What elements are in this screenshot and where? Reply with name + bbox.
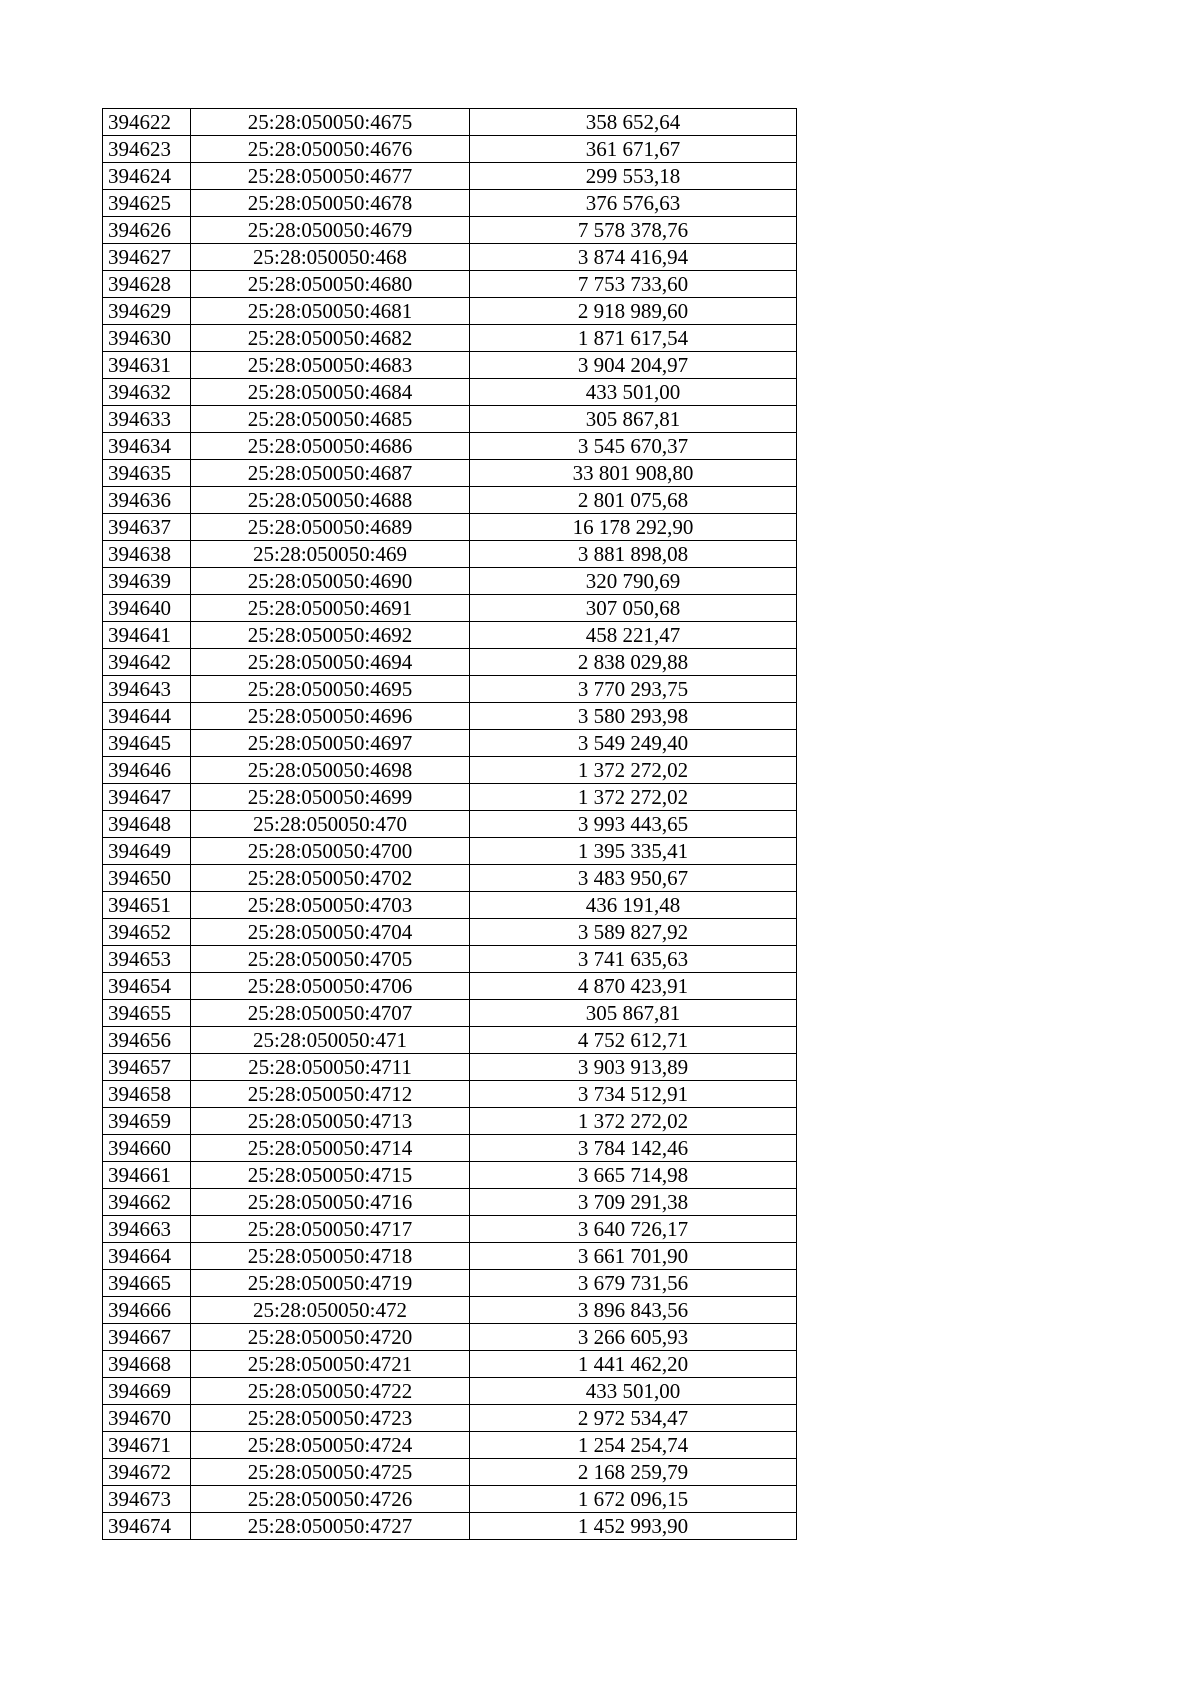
cadastral-number-cell: 25:28:050050:4681	[191, 298, 470, 325]
cadastral-number-cell: 25:28:050050:4684	[191, 379, 470, 406]
row-number-cell: 394625	[103, 190, 191, 217]
row-number-cell: 394648	[103, 811, 191, 838]
value-cell: 2 838 029,88	[470, 649, 797, 676]
table-row	[103, 136, 797, 163]
row-number-cell: 394649	[103, 838, 191, 865]
table-row	[103, 217, 797, 244]
table-row	[103, 325, 797, 352]
cadastral-number-cell: 25:28:050050:4703	[191, 892, 470, 919]
row-number-cell: 394669	[103, 1378, 191, 1405]
value-cell: 4 752 612,71	[470, 1027, 797, 1054]
data-table	[102, 108, 797, 1540]
cadastral-number-cell: 25:28:050050:468	[191, 244, 470, 271]
cadastral-number-cell: 25:28:050050:4719	[191, 1270, 470, 1297]
table-row	[103, 730, 797, 757]
value-cell: 2 801 075,68	[470, 487, 797, 514]
value-cell: 7 578 378,76	[470, 217, 797, 244]
table-row	[103, 703, 797, 730]
row-number-cell: 394641	[103, 622, 191, 649]
row-number-cell: 394650	[103, 865, 191, 892]
value-cell: 3 589 827,92	[470, 919, 797, 946]
table-row	[103, 1081, 797, 1108]
value-cell: 3 679 731,56	[470, 1270, 797, 1297]
value-cell: 1 871 617,54	[470, 325, 797, 352]
cadastral-number-cell: 25:28:050050:4722	[191, 1378, 470, 1405]
cadastral-number-cell: 25:28:050050:4725	[191, 1459, 470, 1486]
table-row	[103, 811, 797, 838]
table-row	[103, 433, 797, 460]
cadastral-number-cell: 25:28:050050:4678	[191, 190, 470, 217]
cadastral-number-cell: 25:28:050050:4698	[191, 757, 470, 784]
cadastral-number-cell: 25:28:050050:4691	[191, 595, 470, 622]
value-cell: 433 501,00	[470, 1378, 797, 1405]
value-cell: 358 652,64	[470, 109, 797, 136]
value-cell: 3 874 416,94	[470, 244, 797, 271]
value-cell: 1 372 272,02	[470, 784, 797, 811]
row-number-cell: 394658	[103, 1081, 191, 1108]
table-row	[103, 1135, 797, 1162]
table-row	[103, 892, 797, 919]
cadastral-number-cell: 25:28:050050:4718	[191, 1243, 470, 1270]
cadastral-number-cell: 25:28:050050:4712	[191, 1081, 470, 1108]
value-cell: 1 372 272,02	[470, 757, 797, 784]
row-number-cell: 394642	[103, 649, 191, 676]
value-cell: 3 896 843,56	[470, 1297, 797, 1324]
row-number-cell: 394654	[103, 973, 191, 1000]
value-cell: 1 395 335,41	[470, 838, 797, 865]
table-row	[103, 1270, 797, 1297]
table-row	[103, 1000, 797, 1027]
table-row	[103, 676, 797, 703]
table-row	[103, 1378, 797, 1405]
table-row	[103, 271, 797, 298]
cadastral-number-cell: 25:28:050050:4699	[191, 784, 470, 811]
cadastral-number-cell: 25:28:050050:4685	[191, 406, 470, 433]
cadastral-number-cell: 25:28:050050:470	[191, 811, 470, 838]
value-cell: 33 801 908,80	[470, 460, 797, 487]
cadastral-number-cell: 25:28:050050:4679	[191, 217, 470, 244]
value-cell: 376 576,63	[470, 190, 797, 217]
cadastral-number-cell: 25:28:050050:4706	[191, 973, 470, 1000]
table-row	[103, 595, 797, 622]
value-cell: 361 671,67	[470, 136, 797, 163]
value-cell: 436 191,48	[470, 892, 797, 919]
row-number-cell: 394674	[103, 1513, 191, 1540]
table-row	[103, 1054, 797, 1081]
table-row	[103, 1351, 797, 1378]
cadastral-number-cell: 25:28:050050:472	[191, 1297, 470, 1324]
cadastral-number-cell: 25:28:050050:4695	[191, 676, 470, 703]
table-row	[103, 1405, 797, 1432]
table-row	[103, 1486, 797, 1513]
table-row	[103, 622, 797, 649]
value-cell: 1 254 254,74	[470, 1432, 797, 1459]
row-number-cell: 394653	[103, 946, 191, 973]
value-cell: 3 545 670,37	[470, 433, 797, 460]
value-cell: 3 640 726,17	[470, 1216, 797, 1243]
cadastral-number-cell: 25:28:050050:4711	[191, 1054, 470, 1081]
table-row	[103, 784, 797, 811]
value-cell: 3 266 605,93	[470, 1324, 797, 1351]
table-row	[103, 946, 797, 973]
cadastral-number-cell: 25:28:050050:4707	[191, 1000, 470, 1027]
value-cell: 3 549 249,40	[470, 730, 797, 757]
value-cell: 1 672 096,15	[470, 1486, 797, 1513]
cadastral-number-cell: 25:28:050050:4716	[191, 1189, 470, 1216]
table-row	[103, 1432, 797, 1459]
table-row	[103, 379, 797, 406]
cadastral-number-cell: 25:28:050050:4715	[191, 1162, 470, 1189]
cadastral-number-cell: 25:28:050050:4692	[191, 622, 470, 649]
table-row	[103, 352, 797, 379]
row-number-cell: 394634	[103, 433, 191, 460]
table-row	[103, 649, 797, 676]
table-row	[103, 1513, 797, 1540]
table-row	[103, 298, 797, 325]
row-number-cell: 394646	[103, 757, 191, 784]
row-number-cell: 394665	[103, 1270, 191, 1297]
cadastral-number-cell: 25:28:050050:4694	[191, 649, 470, 676]
cadastral-number-cell: 25:28:050050:4686	[191, 433, 470, 460]
row-number-cell: 394657	[103, 1054, 191, 1081]
cadastral-number-cell: 25:28:050050:4700	[191, 838, 470, 865]
row-number-cell: 394633	[103, 406, 191, 433]
cadastral-number-cell: 25:28:050050:4721	[191, 1351, 470, 1378]
value-cell: 1 452 993,90	[470, 1513, 797, 1540]
table-row	[103, 838, 797, 865]
value-cell: 3 881 898,08	[470, 541, 797, 568]
row-number-cell: 394672	[103, 1459, 191, 1486]
row-number-cell: 394661	[103, 1162, 191, 1189]
value-cell: 307 050,68	[470, 595, 797, 622]
row-number-cell: 394652	[103, 919, 191, 946]
table-row	[103, 1108, 797, 1135]
row-number-cell: 394631	[103, 352, 191, 379]
value-cell: 7 753 733,60	[470, 271, 797, 298]
table-row	[103, 244, 797, 271]
row-number-cell: 394638	[103, 541, 191, 568]
value-cell: 2 918 989,60	[470, 298, 797, 325]
table-row	[103, 1243, 797, 1270]
value-cell: 4 870 423,91	[470, 973, 797, 1000]
value-cell: 3 903 913,89	[470, 1054, 797, 1081]
cadastral-number-cell: 25:28:050050:4683	[191, 352, 470, 379]
cadastral-number-cell: 25:28:050050:4688	[191, 487, 470, 514]
cadastral-number-cell: 25:28:050050:4682	[191, 325, 470, 352]
table-row	[103, 757, 797, 784]
cadastral-number-cell: 25:28:050050:469	[191, 541, 470, 568]
cadastral-number-cell: 25:28:050050:471	[191, 1027, 470, 1054]
value-cell: 433 501,00	[470, 379, 797, 406]
cadastral-number-cell: 25:28:050050:4690	[191, 568, 470, 595]
cadastral-number-cell: 25:28:050050:4705	[191, 946, 470, 973]
value-cell: 3 709 291,38	[470, 1189, 797, 1216]
row-number-cell: 394664	[103, 1243, 191, 1270]
value-cell: 3 580 293,98	[470, 703, 797, 730]
table-row	[103, 1216, 797, 1243]
cadastral-number-cell: 25:28:050050:4723	[191, 1405, 470, 1432]
row-number-cell: 394622	[103, 109, 191, 136]
cadastral-number-cell: 25:28:050050:4697	[191, 730, 470, 757]
row-number-cell: 394667	[103, 1324, 191, 1351]
row-number-cell: 394668	[103, 1351, 191, 1378]
table-row	[103, 1162, 797, 1189]
row-number-cell: 394651	[103, 892, 191, 919]
cadastral-number-cell: 25:28:050050:4726	[191, 1486, 470, 1513]
table-row	[103, 973, 797, 1000]
table-row	[103, 1027, 797, 1054]
row-number-cell: 394663	[103, 1216, 191, 1243]
row-number-cell: 394627	[103, 244, 191, 271]
value-cell: 3 734 512,91	[470, 1081, 797, 1108]
cadastral-number-cell: 25:28:050050:4720	[191, 1324, 470, 1351]
value-cell: 3 483 950,67	[470, 865, 797, 892]
row-number-cell: 394655	[103, 1000, 191, 1027]
table-row	[103, 1297, 797, 1324]
row-number-cell: 394635	[103, 460, 191, 487]
cadastral-number-cell: 25:28:050050:4676	[191, 136, 470, 163]
row-number-cell: 394630	[103, 325, 191, 352]
table-row	[103, 163, 797, 190]
row-number-cell: 394632	[103, 379, 191, 406]
value-cell: 3 665 714,98	[470, 1162, 797, 1189]
cadastral-number-cell: 25:28:050050:4687	[191, 460, 470, 487]
table-row	[103, 1324, 797, 1351]
row-number-cell: 394671	[103, 1432, 191, 1459]
value-cell: 320 790,69	[470, 568, 797, 595]
cadastral-number-cell: 25:28:050050:4717	[191, 1216, 470, 1243]
table-row	[103, 568, 797, 595]
value-cell: 3 661 701,90	[470, 1243, 797, 1270]
row-number-cell: 394660	[103, 1135, 191, 1162]
row-number-cell: 394626	[103, 217, 191, 244]
row-number-cell: 394624	[103, 163, 191, 190]
value-cell: 3 741 635,63	[470, 946, 797, 973]
table-body	[103, 109, 797, 1540]
row-number-cell: 394629	[103, 298, 191, 325]
table-row	[103, 865, 797, 892]
row-number-cell: 394645	[103, 730, 191, 757]
row-number-cell: 394643	[103, 676, 191, 703]
table-row	[103, 460, 797, 487]
cadastral-number-cell: 25:28:050050:4677	[191, 163, 470, 190]
value-cell: 3 904 204,97	[470, 352, 797, 379]
table-row	[103, 541, 797, 568]
cadastral-number-cell: 25:28:050050:4696	[191, 703, 470, 730]
cadastral-number-cell: 25:28:050050:4714	[191, 1135, 470, 1162]
table-row	[103, 919, 797, 946]
cadastral-number-cell: 25:28:050050:4689	[191, 514, 470, 541]
value-cell: 305 867,81	[470, 1000, 797, 1027]
row-number-cell: 394647	[103, 784, 191, 811]
value-cell: 1 441 462,20	[470, 1351, 797, 1378]
row-number-cell: 394659	[103, 1108, 191, 1135]
table-row	[103, 190, 797, 217]
row-number-cell: 394666	[103, 1297, 191, 1324]
value-cell: 3 993 443,65	[470, 811, 797, 838]
cadastral-number-cell: 25:28:050050:4680	[191, 271, 470, 298]
table-row	[103, 514, 797, 541]
table-row	[103, 1189, 797, 1216]
table-row	[103, 1459, 797, 1486]
cadastral-number-cell: 25:28:050050:4724	[191, 1432, 470, 1459]
value-cell: 2 972 534,47	[470, 1405, 797, 1432]
row-number-cell: 394639	[103, 568, 191, 595]
row-number-cell: 394628	[103, 271, 191, 298]
value-cell: 1 372 272,02	[470, 1108, 797, 1135]
table-row	[103, 109, 797, 136]
cadastral-number-cell: 25:28:050050:4675	[191, 109, 470, 136]
row-number-cell: 394662	[103, 1189, 191, 1216]
cadastral-number-cell: 25:28:050050:4713	[191, 1108, 470, 1135]
value-cell: 305 867,81	[470, 406, 797, 433]
row-number-cell: 394673	[103, 1486, 191, 1513]
cadastral-number-cell: 25:28:050050:4727	[191, 1513, 470, 1540]
value-cell: 299 553,18	[470, 163, 797, 190]
row-number-cell: 394670	[103, 1405, 191, 1432]
value-cell: 16 178 292,90	[470, 514, 797, 541]
value-cell: 2 168 259,79	[470, 1459, 797, 1486]
cadastral-number-cell: 25:28:050050:4702	[191, 865, 470, 892]
row-number-cell: 394636	[103, 487, 191, 514]
value-cell: 3 784 142,46	[470, 1135, 797, 1162]
cadastral-number-cell: 25:28:050050:4704	[191, 919, 470, 946]
table-row	[103, 406, 797, 433]
row-number-cell: 394656	[103, 1027, 191, 1054]
row-number-cell: 394637	[103, 514, 191, 541]
row-number-cell: 394640	[103, 595, 191, 622]
value-cell: 3 770 293,75	[470, 676, 797, 703]
table-row	[103, 487, 797, 514]
value-cell: 458 221,47	[470, 622, 797, 649]
row-number-cell: 394623	[103, 136, 191, 163]
row-number-cell: 394644	[103, 703, 191, 730]
